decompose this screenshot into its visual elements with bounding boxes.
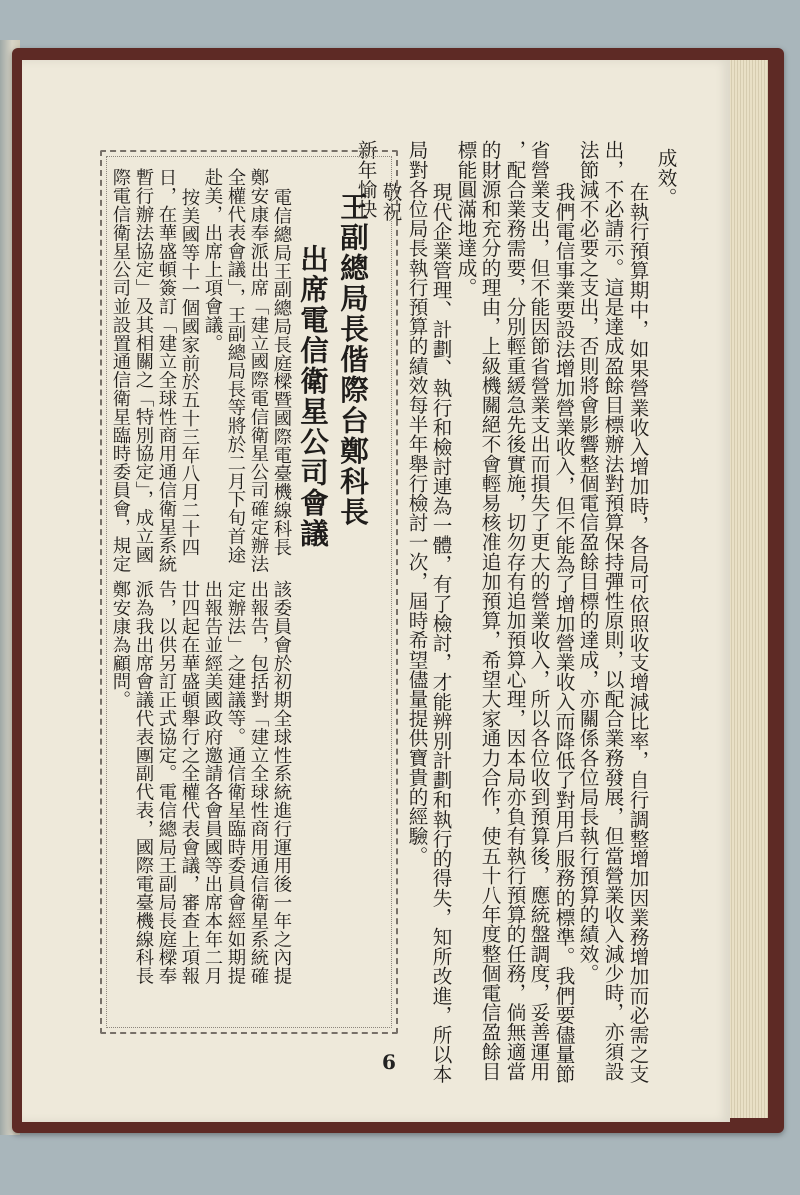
notice-text-column: 全權代表會議」，王副總局長等將於二月下旬首途	[225, 168, 246, 564]
closing-greeting: 敬祝	[379, 182, 402, 222]
page-number: 6	[382, 1050, 396, 1074]
notice-title: 出席電信衛星公司會議	[296, 244, 330, 549]
main-text-column: 成效。	[654, 148, 677, 207]
main-text-column: 出，不必請示。這是達成盈餘目標辦法對預算保持彈性原則，以配合業務發展，但當營業收入減少時，亦須設	[601, 140, 624, 1081]
notice-text-column: 該委員會於初期全球性系統進行運用後一年之內提	[271, 580, 292, 985]
document-page	[22, 60, 730, 1122]
closing-greeting: 新年愉快	[354, 140, 377, 219]
notice-text-column: 暫行辦法協定」及其相關之「特別協定」，成立國	[133, 168, 154, 564]
main-text-column: 現代企業管理、計劃、執行和檢討連為一體，有了檢討，才能辨別計劃和執行的得失，知所改進，所以本	[429, 182, 452, 1084]
notice-text-column: 定辦法」之建議等。通信衛星臨時委員會經如期提	[225, 580, 246, 985]
main-text-column: 我們電信事業要設法增加營業收入，但不能為了增加營業收入而降低了對用戶服務的標準。我們要儘量節	[552, 182, 575, 1084]
notice-text-column: 廿四起在華盛頓舉行之全權代表會議，審查上項報	[179, 580, 200, 985]
main-text-column: ，配合業務需要，分別輕重緩急先後實施，切勿存有追加預算心理，因本局亦負有執行預算的任務，倘無適當	[503, 140, 526, 1081]
notice-text-column: 日，在華盛頓簽訂「建立全球性商用通信衛星系統	[156, 168, 177, 573]
notice-text-column: 電信總局王副總局長庭樑暨國際電臺機線科長	[271, 188, 292, 556]
notice-text-column: 派為我出席會議代表團副代表，國際電臺機線科長	[133, 580, 154, 985]
main-text-column: 在執行預算期中，如果營業收入增加時，各局可依照收支增減比率，自行調整增加因業務增加而必需之支	[626, 182, 649, 1084]
notice-text-column: 出報告並經美國政府邀請各會員國等出席本年二月	[202, 580, 223, 985]
notice-text-column: 赴美，出席上項會議。	[202, 168, 223, 352]
notice-text-column: 告，以供另訂正式協定。電信總局王副局長庭樑奉	[156, 580, 177, 985]
notice-text-column: 際電信衛星公司並設置通信衛星臨時委員會，規定	[110, 168, 131, 573]
main-text-column: 的財源和充分的理由，上級機關絕不會輕易核准追加預算，希望大家通力合作，使五十八年度整個電信盈餘目	[478, 140, 501, 1081]
main-text-column: 標能圓滿地達成。	[454, 140, 477, 297]
notice-text-column: 出報告，包括對「建立全球性商用通信衛星系統確	[248, 580, 269, 985]
notice-text-column: 鄭安康奉派出席「建立國際電信衛星公司確定辦法	[248, 168, 269, 573]
notice-title: 王副總局長偕際台鄭科長	[336, 192, 370, 528]
notice-text-column: 按美國等十一個國家前於五十三年八月二十四	[179, 188, 200, 556]
main-text-column: 局對各位局長執行預算的績效每半年舉行檢討一次，屆時希望儘量提供寶貴的經驗。	[405, 140, 428, 866]
notice-text-column: 鄭安康為顧問。	[110, 580, 131, 709]
main-text-column: 省營業支出，但不能因節省營業支出而損失了更大的營業收入，所以各位收到預算後，應統盤調度，妥善運用	[527, 140, 550, 1081]
main-text-column: 法節減不必要之支出，否則將會影響整個電信盈餘目標的達成，亦關係各位局長執行預算的績效。	[576, 140, 599, 983]
